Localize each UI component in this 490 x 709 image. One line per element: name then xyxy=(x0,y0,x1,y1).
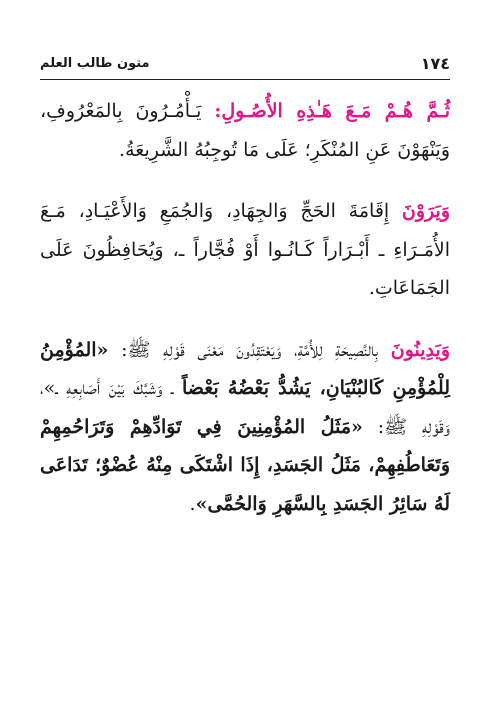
page-header xyxy=(40,50,450,76)
paragraph-lead: وَيَدِينُونَ xyxy=(390,338,450,361)
paragraph-text: إِقَامَةَ الحَجِّ وَالجِهَادِ، وَالجُمَعِ وَالأَعْيَـادِ، مَـعَ الأُمَـرَاءِ ـ أَبْـرَاراً كَـانُـوا أَوْ فُجَّاراً ـ، وَيُحَافِظُونَ عَلَى الجَمَاعَاتِ. xyxy=(40,200,450,299)
paragraph-lead: ثُـمَّ هُـمْ مَـعَ هَـٰذِهِ الأُصُـولِ: xyxy=(214,100,450,122)
page-body xyxy=(40,92,450,523)
paragraph-sincere-advice xyxy=(40,331,450,524)
paragraph-text: ـ وَشَبَّكَ بَيْنَ أَصَابِعِهِ ـ»، وَقَوْلِهِ ﷺ: xyxy=(40,377,450,438)
page-number: ١٧٤ xyxy=(420,53,450,73)
header-divider xyxy=(40,79,450,80)
paragraph-commanding-good xyxy=(40,92,450,169)
paragraph-hajj-jihad xyxy=(40,192,450,308)
paragraph-text: بِالنَّصِيحَةِ لِلأُمَّةِ، وَيَعْتَقِدُونَ مَعْنَى قَوْلِهِ ﷺ: xyxy=(108,338,391,361)
paragraph-text: . xyxy=(189,492,196,515)
paragraph-lead: وَيَرَوْنَ xyxy=(401,200,450,222)
paragraph-text: يَـأْمُـرُونَ بِالمَعْرُوفِ، وَيَنْهَوْنَ عَنِ المُنْكَرِ؛ عَلَى مَا تُوجِبُهُ الشَّرِيعَةُ. xyxy=(40,100,450,161)
hadith-quote: «المُؤْمِنُ لِلْمُؤْمِنِ كَالبُنْيَانِ، يَشُدُّ بَعْضُهُ بَعْضاً xyxy=(40,338,450,399)
hadith-quote: «مَثَلُ المُؤْمِنِينَ فِي تَوَادِّهِمْ وَتَرَاحُمِهِمْ وَتَعَاطُفِهِمْ، مَثَلُ الجَسَدِ، إِذَا اشْتَكَى مِنْهُ عُضْوٌ؛ تَدَاعَى لَهُ سَائِرُ الجَسَدِ بِالسَّهَرِ وَالحُمَّى» xyxy=(40,415,450,515)
book-title: متون طالب العلم xyxy=(40,55,150,71)
